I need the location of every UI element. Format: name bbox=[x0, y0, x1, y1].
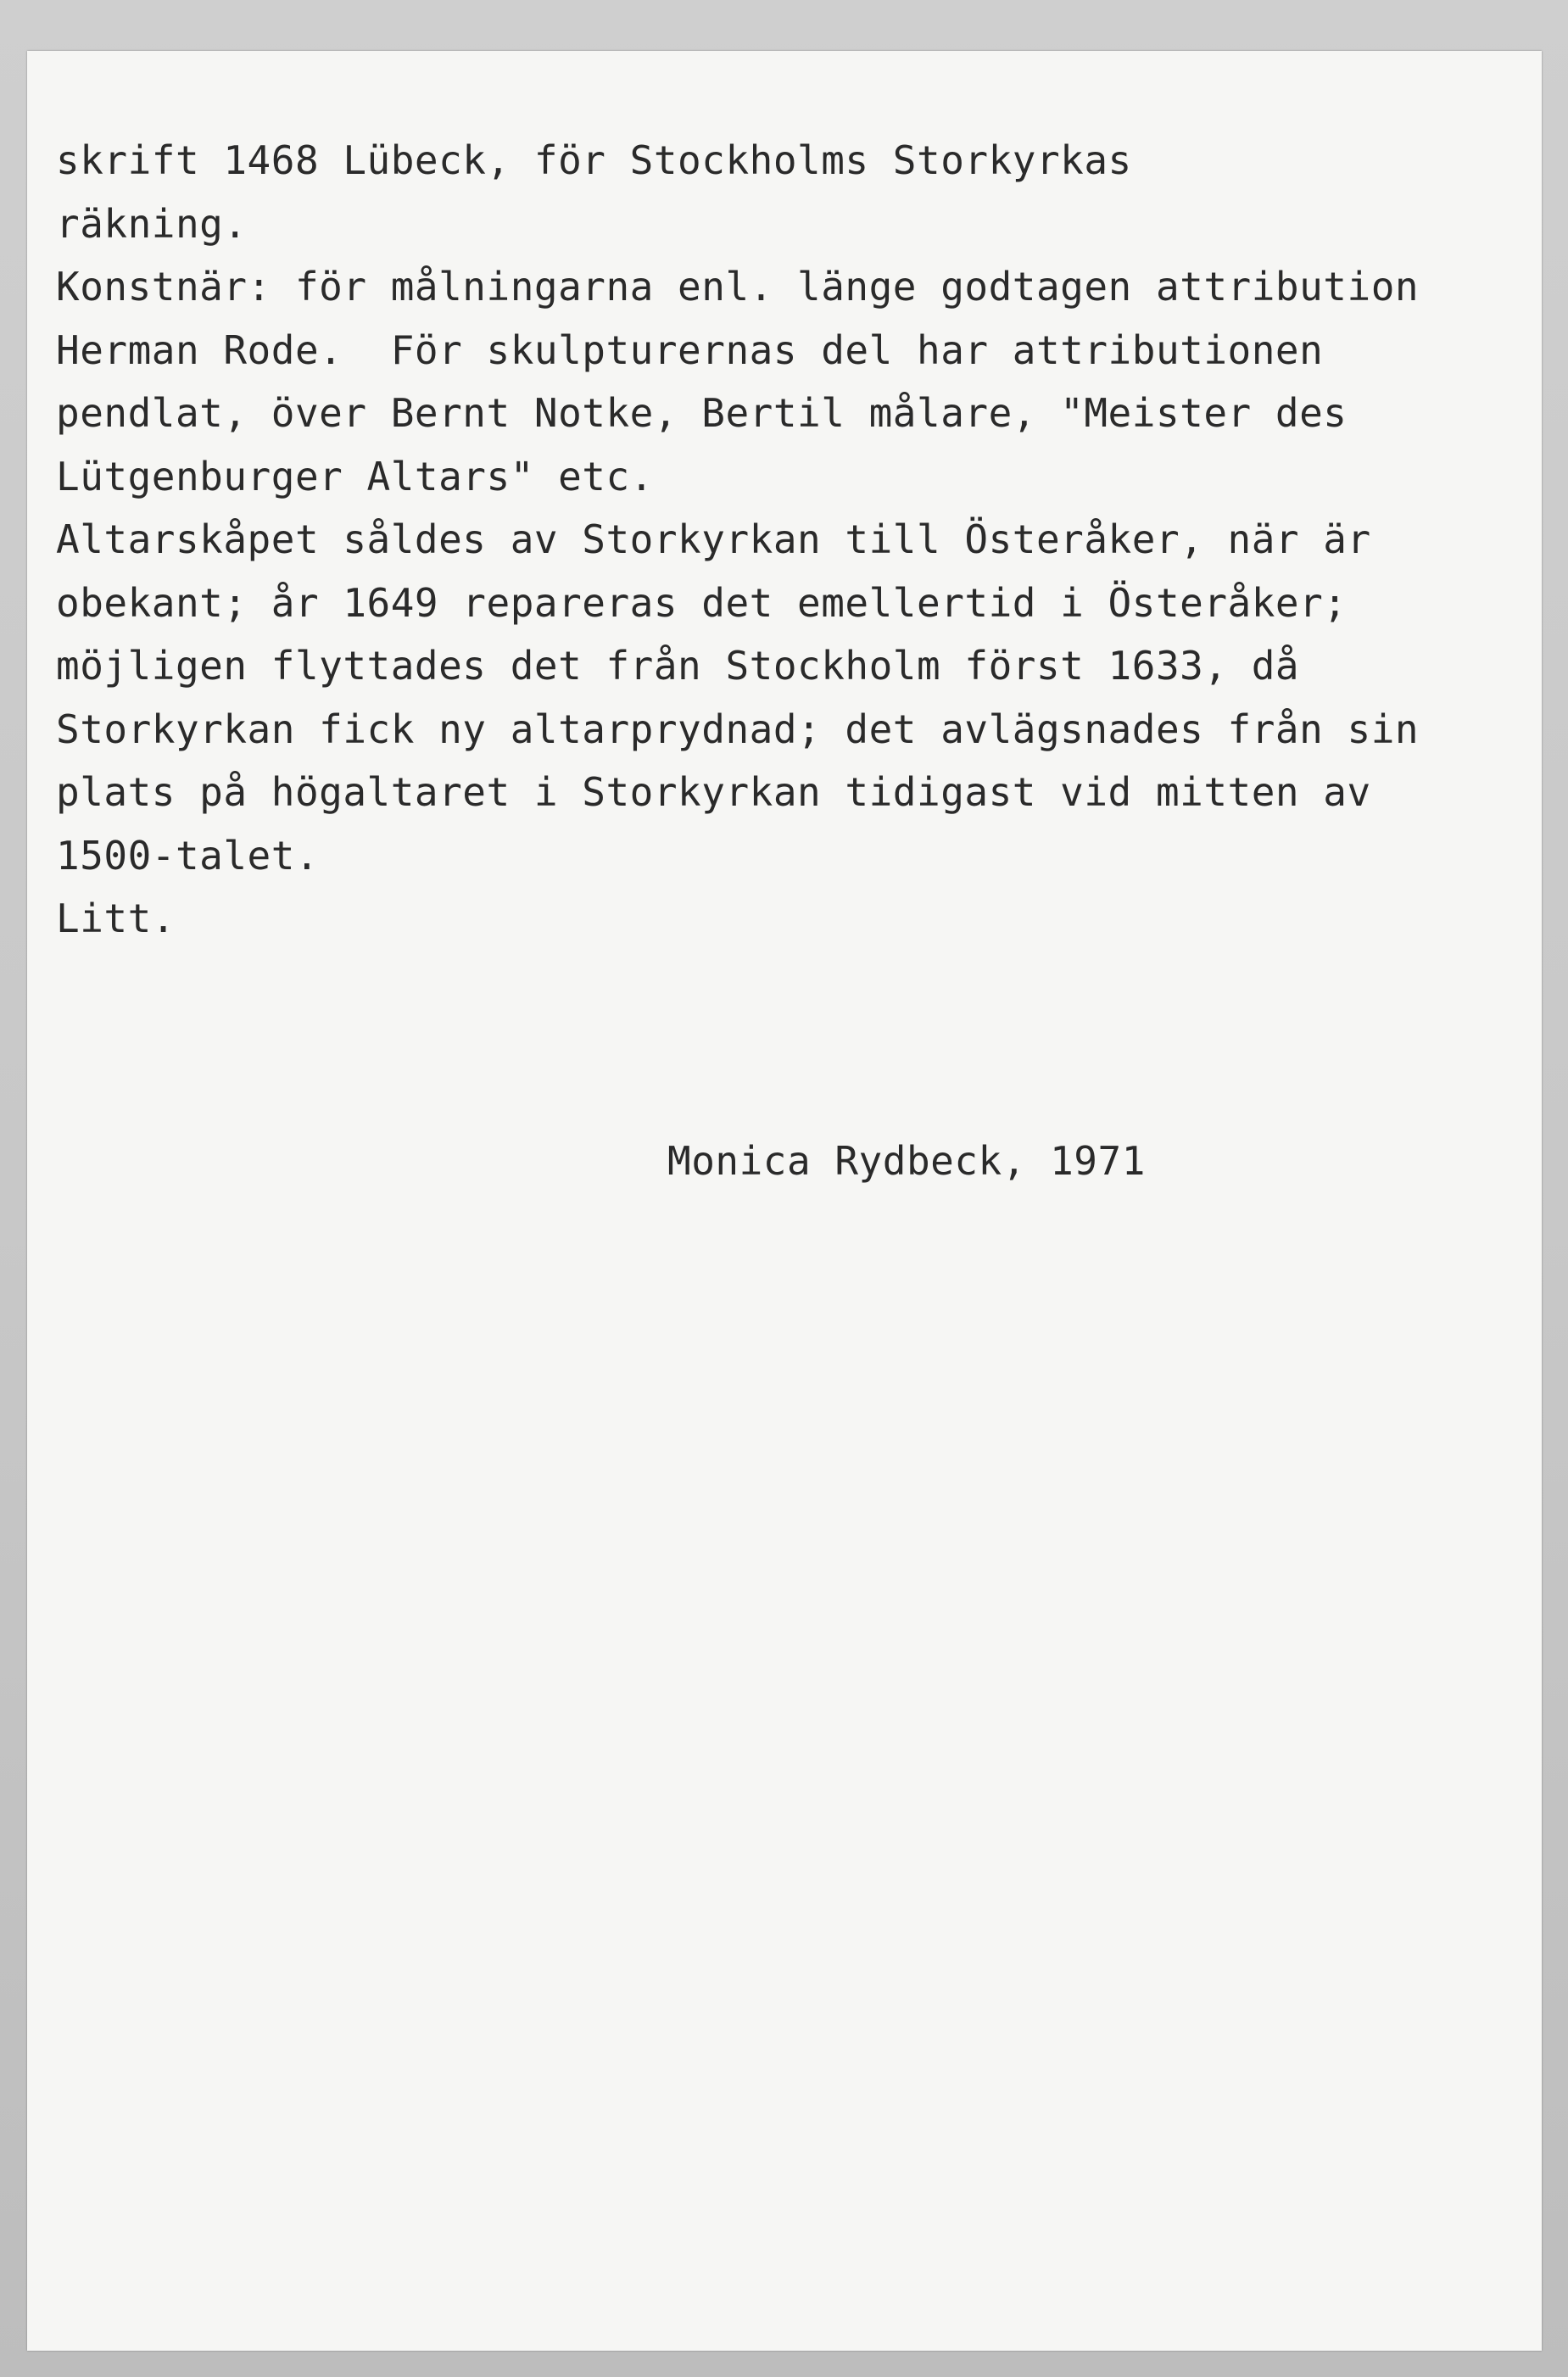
index-card bbox=[27, 51, 1542, 2351]
text-line: Altarskåpet såldes av Storkyrkan till Österåker, när är bbox=[56, 516, 1371, 562]
author-signature-line: Monica Rydbeck, 1971 bbox=[667, 1138, 1146, 1184]
text-line: skrift 1468 Lübeck, för Stockholms Storkyrkas bbox=[56, 137, 1132, 183]
text-line: 1500-talet. bbox=[56, 832, 320, 879]
typed-text-body bbox=[56, 129, 1419, 951]
text-line: Litt. bbox=[56, 896, 176, 941]
text-line: Herman Rode. För skulpturernas del har attributionen bbox=[56, 326, 1324, 373]
text-line: räkning. bbox=[56, 200, 248, 247]
text-line: plats på högaltaret i Storkyrkan tidigast vid mitten av bbox=[56, 769, 1371, 815]
text-line: Storkyrkan fick ny altarprydnad; det avlägsnades från sin bbox=[56, 706, 1420, 752]
text-line: möjligen flyttades det från Stockholm först 1633, då bbox=[56, 643, 1300, 689]
text-line: obekant; år 1649 repareras det emellertid i Österåker; bbox=[56, 579, 1348, 626]
text-line: Lütgenburger Altars" etc. bbox=[56, 453, 654, 499]
text-line: pendlat, över Bernt Notke, Bertil målare, "Meister des bbox=[56, 390, 1348, 436]
text-line: Konstnär: för målningarna enl. länge godtagen attribution bbox=[56, 264, 1420, 310]
